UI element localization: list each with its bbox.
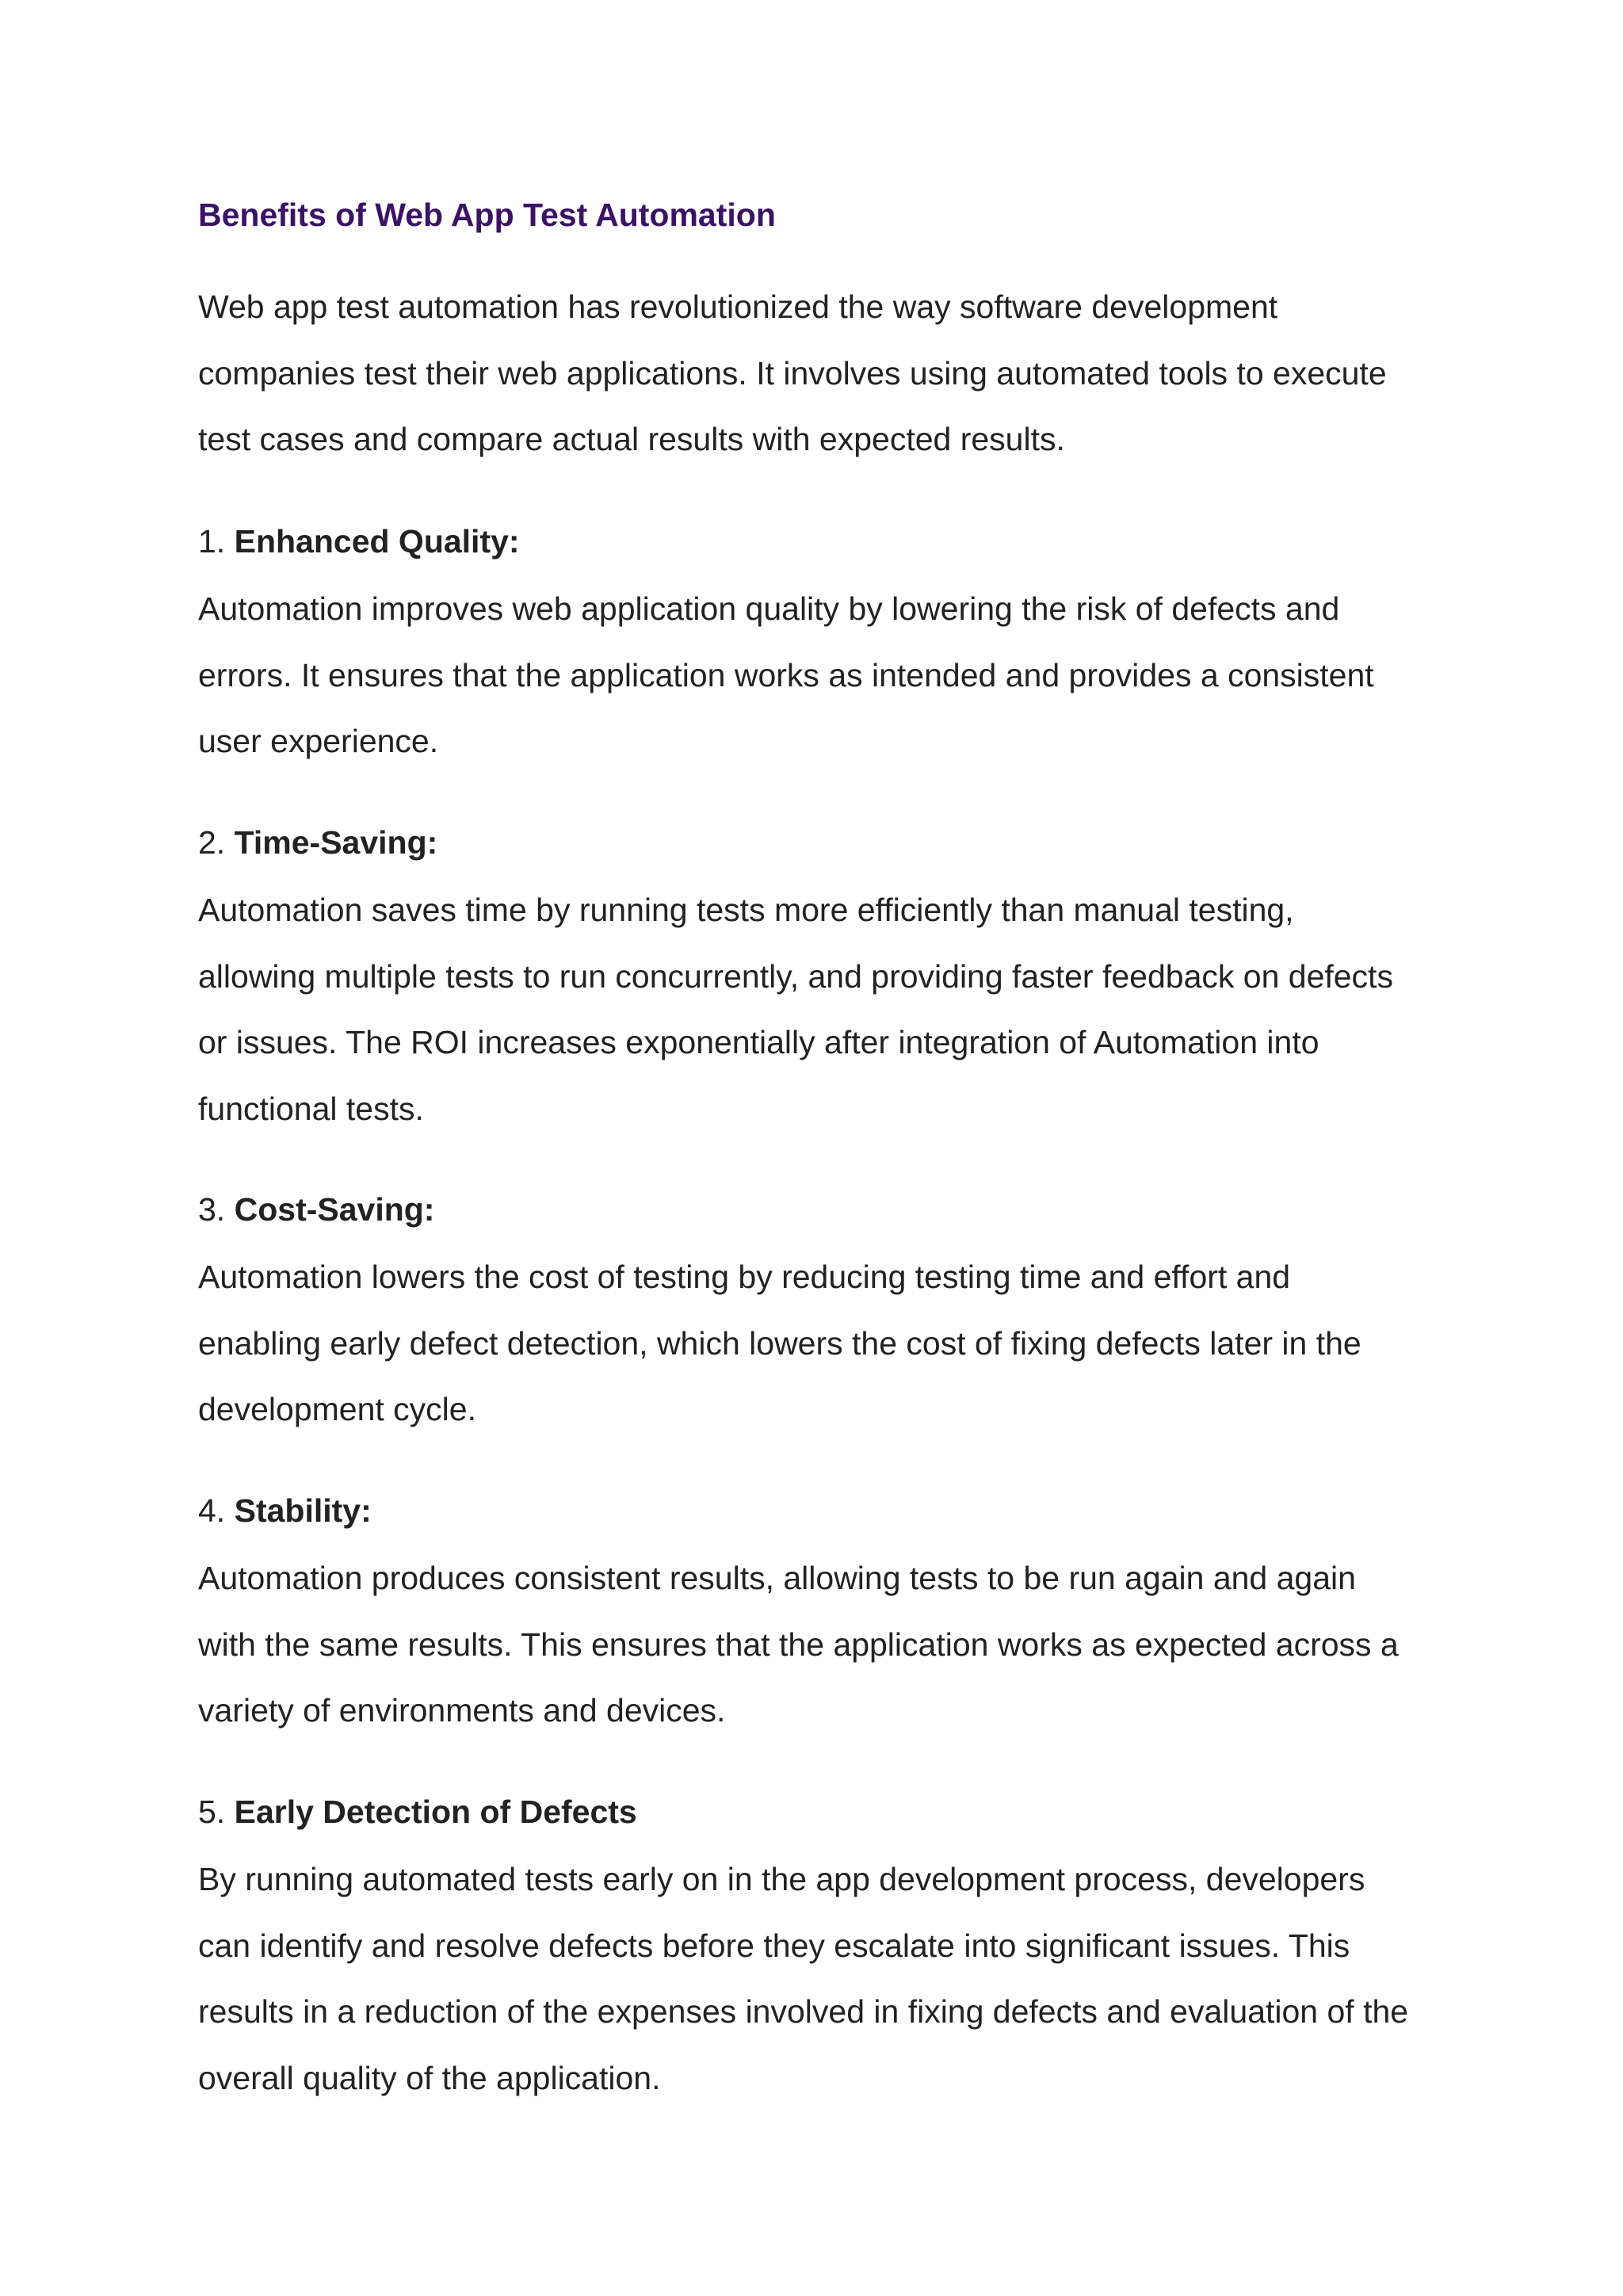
item-number: 5.	[198, 1794, 226, 1830]
item-body-stability	[198, 1545, 1450, 1744]
body-line: enabling early defect detection, which lowers the cost of fixing defects later in the	[198, 1324, 1361, 1362]
body-line: can identify and resolve defects before they escalate into significant issues. This	[198, 1927, 1350, 1964]
item-label: Stability:	[234, 1492, 372, 1529]
item-label: Enhanced Quality:	[234, 523, 520, 560]
body-line: user experience.	[198, 723, 439, 759]
body-line: functional tests.	[198, 1090, 424, 1127]
intro-line: companies test their web applications. It involves using automated tools to execute	[198, 354, 1387, 392]
item-label: Time-Saving:	[234, 824, 438, 861]
intro-line: Web app test automation has revolutionized the way software development	[198, 288, 1278, 325]
item-number: 3.	[198, 1191, 226, 1228]
body-line: variety of environments and devices.	[198, 1692, 726, 1729]
item-heading-stability	[198, 1490, 372, 1531]
body-line: errors. It ensures that the application works as intended and provides a consistent	[198, 656, 1374, 693]
body-line: Automation lowers the cost of testing by reducing testing time and effort and	[198, 1259, 1291, 1295]
item-heading-enhanced-quality	[198, 521, 520, 562]
item-heading-cost-saving	[198, 1189, 434, 1230]
item-number: 2.	[198, 824, 226, 861]
item-body-enhanced-quality	[198, 576, 1450, 775]
body-line: Automation saves time by running tests more efficiently than manual testing,	[198, 892, 1294, 928]
intro-line: test cases and compare actual results with expected results.	[198, 421, 1065, 457]
item-number: 4.	[198, 1492, 226, 1529]
item-number: 1.	[198, 523, 226, 560]
body-line: with the same results. This ensures that the application works as expected across a	[198, 1626, 1399, 1663]
item-body-time-saving	[198, 877, 1450, 1142]
item-heading-early-detection	[198, 1791, 637, 1832]
body-line: Automation improves web application quality by lowering the risk of defects and	[198, 590, 1340, 627]
item-body-cost-saving	[198, 1244, 1450, 1443]
body-line: allowing multiple tests to run concurrently, and providing faster feedback on defects	[198, 957, 1393, 995]
body-line: or issues. The ROI increases exponentially after integration of Automation into	[198, 1024, 1319, 1060]
intro-paragraph	[198, 274, 1450, 473]
body-line: results in a reduction of the expenses involved in fixing defects and evaluation of the	[198, 1993, 1409, 2030]
body-line: Automation produces consistent results, allowing tests to be run again and again	[198, 1560, 1356, 1596]
body-line: overall quality of the application.	[198, 2059, 661, 2096]
document-title: Benefits of Web App Test Automation	[198, 197, 776, 233]
item-body-early-detection	[198, 1847, 1450, 2111]
item-label: Cost-Saving:	[234, 1191, 435, 1228]
body-line: development cycle.	[198, 1391, 476, 1427]
item-heading-time-saving	[198, 822, 437, 863]
item-label: Early Detection of Defects	[234, 1794, 637, 1830]
body-line: By running automated tests early on in the app development process, developers	[198, 1861, 1365, 1897]
